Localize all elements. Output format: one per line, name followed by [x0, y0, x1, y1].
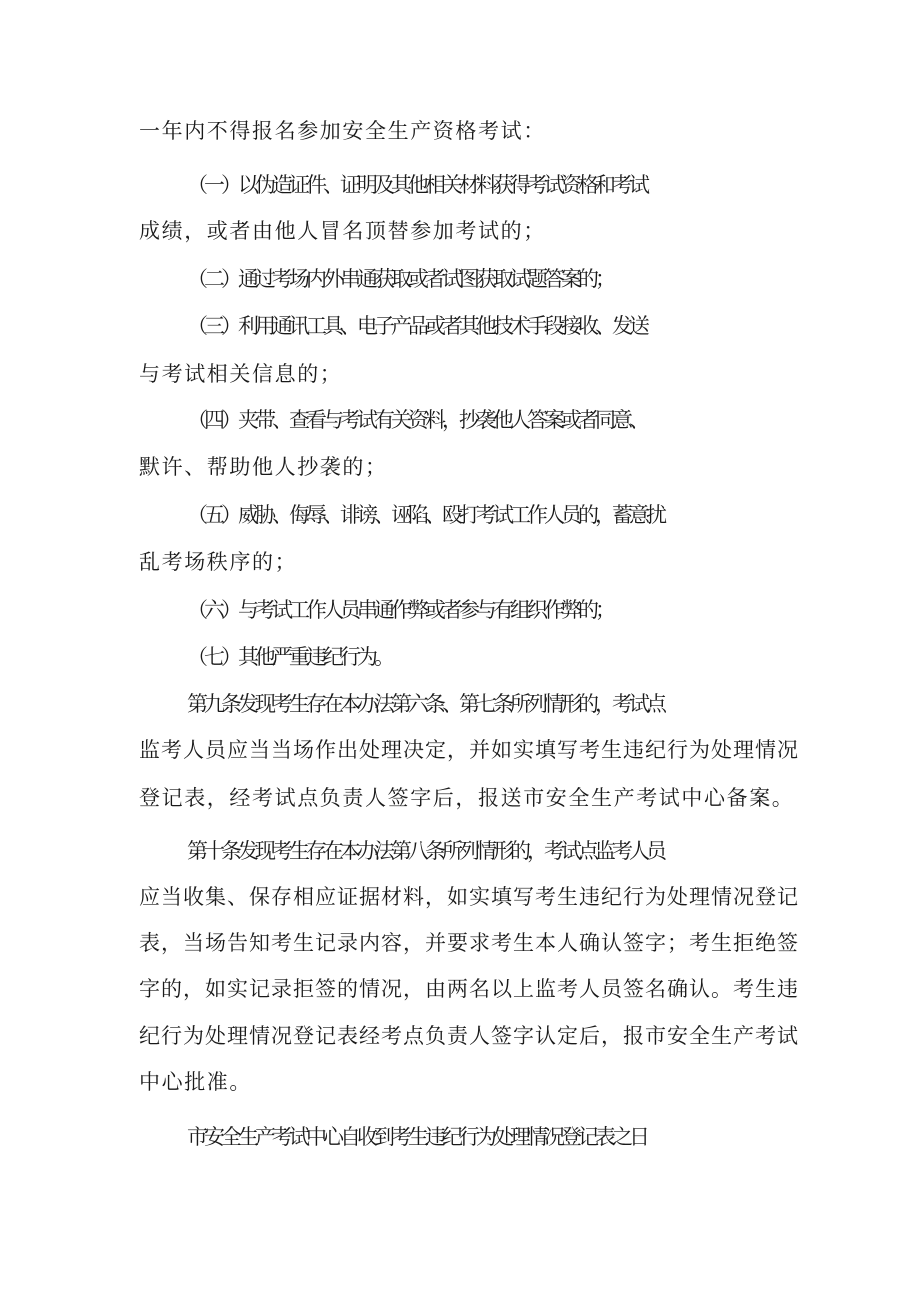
text-line: 纪行为处理情况登记表经考点负责人签字认定后，报市安全生产考试	[139, 1024, 799, 1048]
text-line: 成绩，或者由他人冒名顶替参加考试的；	[139, 219, 546, 243]
text-line: （一）以伪造证件、证明及其他相关材料获得考试资格和考试	[187, 173, 646, 197]
text-line: （六）与考试工作人员串通作弊或者参与有组织作弊的；	[187, 598, 612, 622]
text-line: （二）通过考场内外串通获取或者试图获取试题答案的；	[187, 267, 612, 291]
text-line: 表，当场告知考生记录内容，并要求考生本人确认签字；考生拒绝签	[139, 931, 799, 955]
text-line: （三）利用通讯工具、电子产品或者其他技术手段接收、发送	[187, 314, 646, 338]
text-line: 默许、帮助他人抄袭的；	[139, 455, 388, 479]
text-line: 第十条发现考生存在本办法第八条所列情形的，考试点监考人员	[187, 839, 663, 863]
text-line: （七）其他严重违纪行为。	[187, 645, 391, 669]
text-line: 字的，如实记录拒签的情况，由两名以上监考人员签名确认。考生违	[139, 977, 799, 1001]
text-line: （四）夹带、查看与考试有关资料，抄袭他人答案或者同意、	[187, 408, 646, 432]
text-line: 登记表，经考试点负责人签字后，报送市安全生产考试中心备案。	[139, 786, 795, 810]
text-line: 监考人员应当当场作出处理决定，并如实填写考生违纪行为处理情况	[139, 738, 799, 762]
text-line: （五）威胁、侮辱、诽谤、诬陷、殴打考试工作人员的，蓄意扰	[187, 503, 663, 527]
text-line: 乱考场秩序的；	[139, 550, 298, 574]
text-line: 一年内不得报名参加安全生产资格考试：	[139, 119, 546, 143]
text-line: 第九条发现考生存在本办法第六条、第七条所列情形的，考试点	[187, 692, 663, 716]
text-line: 市安全生产考试中心自收到考生违纪行为处理情况登记表之日	[187, 1125, 646, 1149]
text-line: 中心批准。	[139, 1070, 252, 1094]
text-line: 应当收集、保存相应证据材料，如实填写考生违纪行为处理情况登记	[139, 885, 799, 909]
text-line: 与考试相关信息的；	[139, 362, 343, 386]
